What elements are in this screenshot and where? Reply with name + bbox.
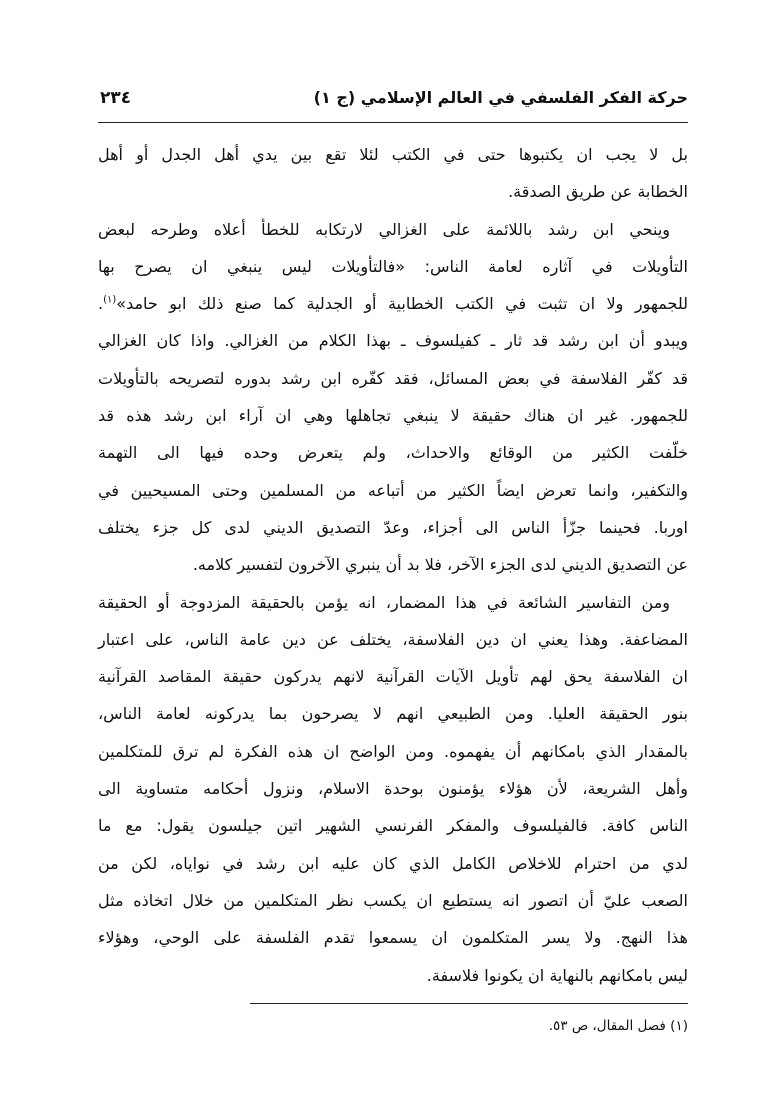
line-text: هذا النهج. ولا يسر المتكلمون ان يسمعوا تقدم الفلسفة على الوحي، وهؤلاء bbox=[98, 928, 688, 948]
line-text: ومن التفاسير الشائعة في هذا المضمار، انه يؤمن بالحقيقة المزدوجة أو الحقيقة bbox=[98, 592, 670, 612]
text-line bbox=[98, 434, 688, 471]
text-line bbox=[98, 248, 688, 285]
line-text: الناس كافة. فالفيلسوف والمفكر الفرنسي الشهير اتين جيلسون يقول: مع ما bbox=[98, 816, 688, 836]
line-text: خلّفت الكثير من الوقائع والاحداث، ولم يتعرض وحده فيها الى التهمة bbox=[98, 443, 688, 463]
line-text: الخطابة عن طريق الصدقة. bbox=[508, 182, 688, 202]
running-title: حركة الفكر الفلسفي في العالم الإسلامي (ج ١) bbox=[313, 88, 688, 107]
footnote: (١) فصل المقال، ص ٥٣. bbox=[548, 1018, 688, 1034]
line-text: المضاعفة. وهذا يعني ان دين الفلاسفة، يختلف عن دين عامة الناس، على اعتبار bbox=[98, 629, 688, 649]
text-line bbox=[98, 509, 688, 546]
line-tail: . bbox=[98, 294, 104, 314]
text-line bbox=[98, 733, 688, 770]
footnote-divider bbox=[250, 1003, 688, 1004]
text-line bbox=[98, 845, 688, 882]
running-header bbox=[98, 86, 688, 116]
line-text: والتكفير، وانما تعرض ايضاً الكثير من أتباعه من المسلمين وحتى المسيحيين في bbox=[98, 480, 688, 500]
text-line bbox=[98, 546, 688, 583]
header-divider bbox=[98, 122, 688, 123]
line-text: وأهل الشريعة، لأن هؤلاء يؤمنون بوحدة الاسلام، ونزول أحكامه متساوية الى bbox=[98, 779, 688, 799]
line-text: التأويلات في آثاره لعامة الناس: «فالتأويلات ليس ينبغي ان يصرح بها bbox=[98, 256, 688, 276]
line-text: ان الفلاسفة يحق لهم تأويل الآيات القرآنية لانهم يدركون حقيقة المقاصد القرآنية bbox=[98, 667, 688, 687]
line-text: بنور الحقيقة العليا. ومن الطبيعي انهم لا يصرحون بما يدركونه لعامة الناس، bbox=[98, 704, 688, 724]
text-line bbox=[98, 173, 688, 210]
line-text: ليس بامكانهم بالنهاية ان يكونوا فلاسفة. bbox=[426, 965, 688, 985]
line-text: بل لا يجب ان يكتبوها حتى في الكتب لئلا تقع بين يدي أهل الجدل أو أهل bbox=[98, 145, 688, 164]
text-line bbox=[98, 322, 688, 359]
body-text bbox=[98, 136, 688, 994]
text-line bbox=[98, 621, 688, 658]
line-text: قد كفّر الفلاسفة في بعض المسائل، فقد كفّره ابن رشد بدوره لتصريحه بالتأويلات bbox=[98, 368, 688, 388]
line-text: ويبدو أن ابن رشد قد ثار ـ كفيلسوف ـ بهذا الكلام من الغزالي. واذا كان الغزالي bbox=[98, 331, 688, 351]
text-line bbox=[98, 211, 688, 248]
text-line bbox=[98, 584, 688, 621]
text-line bbox=[98, 658, 688, 695]
line-text: للجمهور ولا ان تثبت في الكتب الخطابية أو الجدلية كما صنع ذلك ابو حامد» bbox=[116, 294, 688, 314]
line-text: وينحي ابن رشد باللائمة على الغزالي لارتكابه للخطأ أعلاه وطرحه لبعض bbox=[98, 219, 670, 239]
text-line bbox=[98, 285, 688, 322]
text-line bbox=[98, 397, 688, 434]
footnote-reference: (١) bbox=[103, 294, 117, 306]
page-number: ٢٣٤ bbox=[100, 88, 132, 108]
text-line bbox=[98, 807, 688, 844]
line-text: للجمهور. غير ان هناك حقيقة لا ينبغي تجاهلها وهي ان آراء ابن رشد هذه قد bbox=[98, 406, 688, 426]
text-line bbox=[98, 136, 688, 173]
text-line bbox=[98, 770, 688, 807]
text-line bbox=[98, 882, 688, 919]
text-line bbox=[98, 472, 688, 509]
text-line bbox=[98, 360, 688, 397]
line-text: لدي من احترام للاخلاص الكامل الذي كان عليه ابن رشد في نواياه، لكن من bbox=[98, 853, 688, 873]
line-text: بالمقدار الذي بامكانهم أن يفهموه. ومن الواضح ان هذه الفكرة لم ترق للمتكلمين bbox=[98, 741, 688, 761]
text-line bbox=[98, 695, 688, 732]
line-text: اوربا. فحينما جزّأ الناس الى أجزاء، وعدّ التصديق الديني لدى كل جزء يختلف bbox=[98, 517, 688, 537]
text-line bbox=[98, 957, 688, 994]
line-text: عن التصديق الديني لدى الجزء الآخر، فلا بد أن ينبري الآخرون لتفسير كلامه. bbox=[192, 555, 688, 575]
text-line bbox=[98, 919, 688, 956]
line-text: الصعب عليّ أن اتصور انه يستطيع ان يكسب نظر المتكلمين من خلال اتخاذه مثل bbox=[98, 890, 688, 910]
